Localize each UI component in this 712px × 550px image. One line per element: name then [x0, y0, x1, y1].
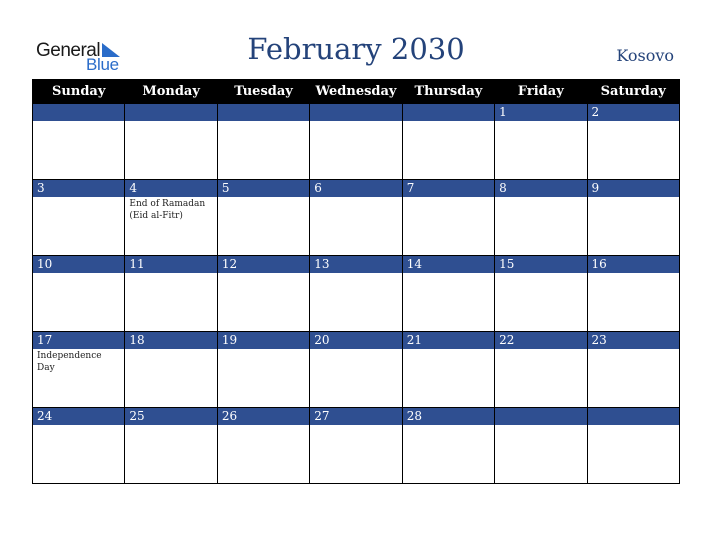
- week-row: [33, 408, 680, 484]
- day-cell[interactable]: [495, 408, 587, 484]
- page-title: February 2030: [247, 32, 465, 66]
- day-number: 20: [310, 332, 401, 349]
- day-number: [588, 408, 679, 425]
- day-cell[interactable]: [125, 256, 217, 332]
- day-cell[interactable]: [33, 256, 125, 332]
- weekday-wednesday: Wednesday: [310, 80, 402, 104]
- day-number: 10: [33, 256, 124, 273]
- day-number: 21: [403, 332, 494, 349]
- day-number: 5: [218, 180, 309, 197]
- day-number: 18: [125, 332, 216, 349]
- country-label: Kosovo: [616, 46, 674, 65]
- day-cell[interactable]: [33, 104, 125, 180]
- day-cell[interactable]: [402, 408, 494, 484]
- day-number: [218, 104, 309, 121]
- day-cell[interactable]: [33, 180, 125, 256]
- day-number: [495, 408, 586, 425]
- day-number: 23: [588, 332, 679, 349]
- holiday-event: Independence Day: [37, 351, 102, 373]
- logo-word-general: General: [36, 40, 101, 61]
- day-cell[interactable]: [125, 180, 217, 256]
- day-cell[interactable]: [402, 180, 494, 256]
- week-row: [33, 332, 680, 408]
- day-cell[interactable]: [217, 104, 309, 180]
- holiday-event: End of Ramadan (Eid al-Fitr): [129, 199, 206, 221]
- day-number: [310, 104, 401, 121]
- day-cell[interactable]: [587, 408, 679, 484]
- day-cell[interactable]: [217, 408, 309, 484]
- day-number: 7: [403, 180, 494, 197]
- day-number: 16: [588, 256, 679, 273]
- day-cell[interactable]: [402, 332, 494, 408]
- day-cell[interactable]: [310, 256, 402, 332]
- day-cell[interactable]: [217, 332, 309, 408]
- day-number: 12: [218, 256, 309, 273]
- weekday-saturday: Saturday: [587, 80, 679, 104]
- week-row: [33, 180, 680, 256]
- day-number: 19: [218, 332, 309, 349]
- day-number: 9: [588, 180, 679, 197]
- day-cell[interactable]: [33, 408, 125, 484]
- day-cell[interactable]: [125, 332, 217, 408]
- day-cell[interactable]: [495, 332, 587, 408]
- day-number: 3: [33, 180, 124, 197]
- day-cell[interactable]: [495, 256, 587, 332]
- day-number: 22: [495, 332, 586, 349]
- weekday-friday: Friday: [495, 80, 587, 104]
- weekday-tuesday: Tuesday: [217, 80, 309, 104]
- day-number: 26: [218, 408, 309, 425]
- day-number: [403, 104, 494, 121]
- day-number: 24: [33, 408, 124, 425]
- day-number: 8: [495, 180, 586, 197]
- day-cell[interactable]: [310, 332, 402, 408]
- weekday-sunday: Sunday: [33, 80, 125, 104]
- day-number: 17: [33, 332, 124, 349]
- calendar-body: [33, 104, 680, 484]
- day-number: 25: [125, 408, 216, 425]
- day-cell[interactable]: [402, 104, 494, 180]
- day-cell[interactable]: [125, 408, 217, 484]
- day-cell[interactable]: [33, 332, 125, 408]
- week-row: [33, 104, 680, 180]
- day-cell[interactable]: [587, 256, 679, 332]
- day-cell[interactable]: [587, 104, 679, 180]
- day-number: 11: [125, 256, 216, 273]
- day-number: 6: [310, 180, 401, 197]
- day-number: 4: [125, 180, 216, 197]
- day-cell[interactable]: [495, 180, 587, 256]
- week-row: [33, 256, 680, 332]
- day-cell[interactable]: [587, 180, 679, 256]
- weekday-monday: Monday: [125, 80, 217, 104]
- day-cell[interactable]: [217, 180, 309, 256]
- day-cell[interactable]: [310, 180, 402, 256]
- day-cell[interactable]: [402, 256, 494, 332]
- day-cell[interactable]: [587, 332, 679, 408]
- logo-word-blue: Blue: [86, 55, 119, 74]
- day-number: 28: [403, 408, 494, 425]
- day-number: 1: [495, 104, 586, 121]
- day-number: 13: [310, 256, 401, 273]
- day-cell[interactable]: [495, 104, 587, 180]
- day-cell[interactable]: [310, 408, 402, 484]
- calendar-grid: [32, 79, 680, 484]
- day-number: 14: [403, 256, 494, 273]
- day-cell[interactable]: [125, 104, 217, 180]
- day-number: [125, 104, 216, 121]
- weekday-header-row: [33, 80, 680, 104]
- day-number: 15: [495, 256, 586, 273]
- day-cell[interactable]: [217, 256, 309, 332]
- day-number: 2: [588, 104, 679, 121]
- day-number: [33, 104, 124, 121]
- weekday-thursday: Thursday: [402, 80, 494, 104]
- day-number: 27: [310, 408, 401, 425]
- day-cell[interactable]: [310, 104, 402, 180]
